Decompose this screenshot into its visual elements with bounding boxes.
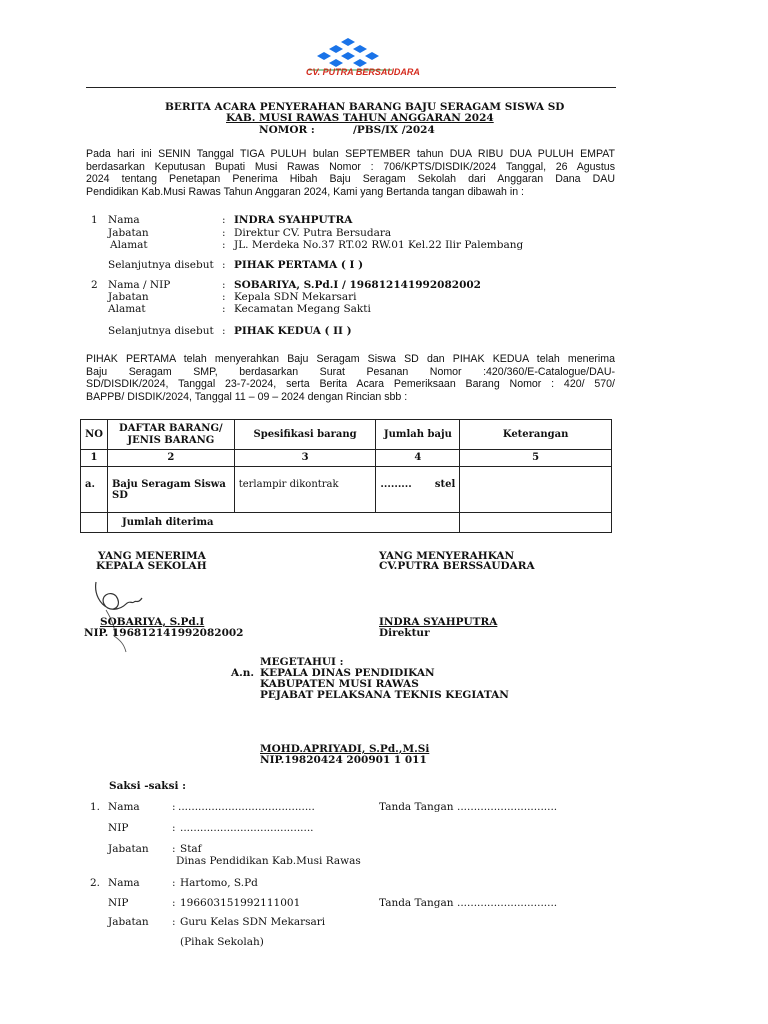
saksi1-tanda-dots: ..............................: [457, 801, 558, 813]
saksi1-jabatan2: Dinas Pendidikan Kab.Musi Rawas: [176, 855, 361, 867]
party1-disebut: PIHAK PERTAMA ( I ): [234, 259, 364, 271]
saksi2-nip-label: NIP: [108, 897, 129, 909]
nomor-label: NOMOR :: [259, 124, 315, 136]
colon: :: [172, 822, 176, 834]
colon: :: [172, 801, 176, 813]
saksi1-nip-label: NIP: [108, 822, 129, 834]
party2-nama-label: Nama / NIP: [108, 279, 171, 291]
table-col-number: 3: [234, 450, 376, 467]
table-header: Spesifikasi barang: [234, 420, 376, 450]
company-logo: [300, 36, 420, 82]
party1-jabatan-label: Jabatan: [108, 227, 149, 239]
intro-line: Pada hari ini SENIN Tanggal TIGA PULUH bulan SEPTEMBER tahun DUA RIBU DUA PULUH EMPAT: [86, 148, 615, 160]
table-col-number: 1: [81, 450, 108, 467]
party2-disebut: PIHAK KEDUA ( II ): [234, 325, 352, 337]
saksi2-number: 2.: [90, 877, 101, 889]
colon: :: [172, 877, 176, 889]
mengetahui-label: MEGETAHUI :: [260, 656, 344, 668]
intro-paragraph: [86, 148, 615, 198]
receiver-title1: YANG MENERIMA: [98, 550, 206, 562]
colon: :: [222, 291, 226, 303]
row-spesifikasi: terlampir dikontrak: [234, 467, 376, 513]
mengetahui-line3: PEJABAT PELAKSANA TEKNIS KEGIATAN: [260, 689, 509, 701]
saksi1-tanda-label: Tanda Tangan: [379, 801, 454, 813]
document-subtitle: KAB. MUSI RAWAS TAHUN ANGGARAN 2024: [226, 112, 494, 124]
row-no: a.: [81, 467, 108, 513]
handover-line: Baju Seragam SMP, berdasarkan Surat Pesanan Nomor :420/360/E-Catalogue/DAU-: [86, 365, 615, 378]
logo-company-text: CV. PUTRA BERSAUDARA: [306, 67, 420, 77]
mengetahui-name: MOHD.APRIYADI, S.Pd.,M.Si: [260, 743, 430, 755]
party1-alamat-label: Alamat: [110, 239, 148, 251]
saksi2-tanda-dots: ..............................: [457, 897, 558, 909]
items-table: [80, 419, 612, 533]
party2-jabatan-label: Jabatan: [108, 291, 149, 303]
saksi2-nip: 196603151992111001: [180, 897, 301, 909]
intro-line: 2024 tentang Penetapan Penerima Hibah Baju Seragam Sekolah dari Anggaran Dana DAU: [86, 173, 615, 186]
handover-line: SD/DISDIK/2024, Tanggal 23-7-2024, serta Berita Acara Pemeriksaan Barang Nomor : 420/ 570/: [86, 378, 615, 391]
total-empty-cell: [81, 513, 108, 533]
colon: :: [222, 214, 226, 226]
total-label: Jumlah diterima: [107, 513, 459, 533]
colon: :: [172, 843, 176, 855]
saksi2-nama: Hartomo, S.Pd: [180, 877, 258, 889]
colon: :: [222, 227, 226, 239]
saksi1-number: 1.: [90, 801, 101, 813]
handwritten-signature: [86, 574, 166, 654]
header-divider: [86, 87, 616, 88]
colon: :: [172, 916, 176, 928]
party2-number: 2: [91, 279, 98, 291]
saksi2-tanda-label: Tanda Tangan: [379, 897, 454, 909]
saksi-title: Saksi -saksi :: [109, 780, 186, 792]
saksi2-jabatan2: (Pihak Sekolah): [180, 936, 264, 948]
table-number-row: [81, 450, 612, 467]
table-header-row: [81, 420, 612, 450]
party2-disebut-label: Selanjutnya disebut: [108, 325, 214, 337]
mengetahui-nip: NIP.19820424 200901 1 011: [260, 754, 427, 766]
giver-title2: CV.PUTRA BERSSAUDARA: [379, 560, 535, 572]
giver-title1: YANG MENYERAHKAN: [379, 550, 515, 562]
mengetahui-line1: KEPALA DINAS PENDIDIKAN: [260, 667, 435, 679]
colon: :: [222, 279, 226, 291]
handover-line: PIHAK PERTAMA telah menyerahkan Baju Seragam Siswa SD dan PIHAK KEDUA telah menerima: [86, 353, 615, 365]
table-col-number: 5: [460, 450, 612, 467]
party1-nama: INDRA SYAHPUTRA: [234, 214, 353, 226]
saksi2-jabatan: Guru Kelas SDN Mekarsari: [180, 916, 326, 928]
party2-nama: SOBARIYA, S.Pd.I / 196812141992082002: [234, 279, 481, 291]
saksi1-jabatan: Staf: [180, 843, 202, 855]
row-barang: Baju Seragam Siswa SD: [107, 467, 234, 513]
handover-line: BAPPB/ DISDIK/2024, Tanggal 11 – 09 – 2024 dengan Rincian sbb :: [86, 390, 408, 403]
colon: :: [172, 897, 176, 909]
total-keterangan-cell: [460, 513, 612, 533]
colon: :: [222, 259, 226, 271]
saksi1-nip: ........................................: [180, 822, 314, 834]
intro-line: berdasarkan Keputusan Bupati Musi Rawas Nomor : 706/KPTS/DISDIK/2024 Tanggal, 26 Agustus: [86, 160, 615, 173]
party1-nama-label: Nama: [108, 214, 140, 226]
party1-disebut-label: Selanjutnya disebut: [108, 259, 214, 271]
document-title: BERITA ACARA PENYERAHAN BARANG BAJU SERAGAM SISWA SD: [165, 101, 565, 113]
saksi1-nama-label: Nama: [108, 801, 140, 813]
party2-jabatan: Kepala SDN Mekarsari: [234, 291, 357, 303]
handover-paragraph: [86, 353, 615, 403]
party1-alamat: JL. Merdeka No.37 RT.02 RW.01 Kel.22 Ilir Palembang: [234, 239, 524, 251]
giver-name: INDRA SYAHPUTRA: [379, 616, 498, 628]
table-total-row: [81, 513, 612, 533]
table-header: Keterangan: [460, 420, 612, 450]
intro-line: Pendidikan Kab.Musi Rawas Tahun Anggaran 2024, Kami yang Bertanda tangan dibawah in :: [86, 185, 524, 198]
table-col-number: 2: [107, 450, 234, 467]
mengetahui-an: A.n.: [231, 667, 255, 679]
party1-number: 1: [91, 214, 98, 226]
table-header: Jumlah baju: [376, 420, 460, 450]
table-col-number: 4: [376, 450, 460, 467]
party1-jabatan: Direktur CV. Putra Bersudara: [234, 227, 392, 239]
saksi1-jabatan-label: Jabatan: [108, 843, 149, 855]
saksi2-nama-label: Nama: [108, 877, 140, 889]
table-header: NO: [81, 420, 108, 450]
row-keterangan: [460, 467, 612, 513]
table-row: [81, 467, 612, 513]
receiver-title2: KEPALA SEKOLAH: [96, 560, 207, 572]
nomor-value: /PBS/IX /2024: [353, 124, 435, 136]
row-jumlah: [376, 467, 460, 513]
table-header: DAFTAR BARANG/ JENIS BARANG: [107, 420, 234, 450]
party2-alamat: Kecamatan Megang Sakti: [234, 303, 371, 315]
giver-role: Direktur: [379, 627, 430, 639]
receiver-name: SOBARIYA, S.Pd.I: [100, 616, 205, 628]
row-jumlah-dots: .........: [380, 479, 412, 490]
colon: :: [222, 239, 226, 251]
mengetahui-line2: KABUPATEN MUSI RAWAS: [260, 678, 419, 690]
receiver-nip: NIP. 196812141992082002: [84, 627, 244, 639]
colon: :: [222, 325, 226, 337]
party2-alamat-label: Alamat: [108, 303, 146, 315]
saksi1-nama: .........................................: [178, 801, 315, 813]
saksi2-jabatan-label: Jabatan: [108, 916, 149, 928]
colon: :: [222, 303, 226, 315]
row-jumlah-unit: stel: [434, 479, 456, 490]
